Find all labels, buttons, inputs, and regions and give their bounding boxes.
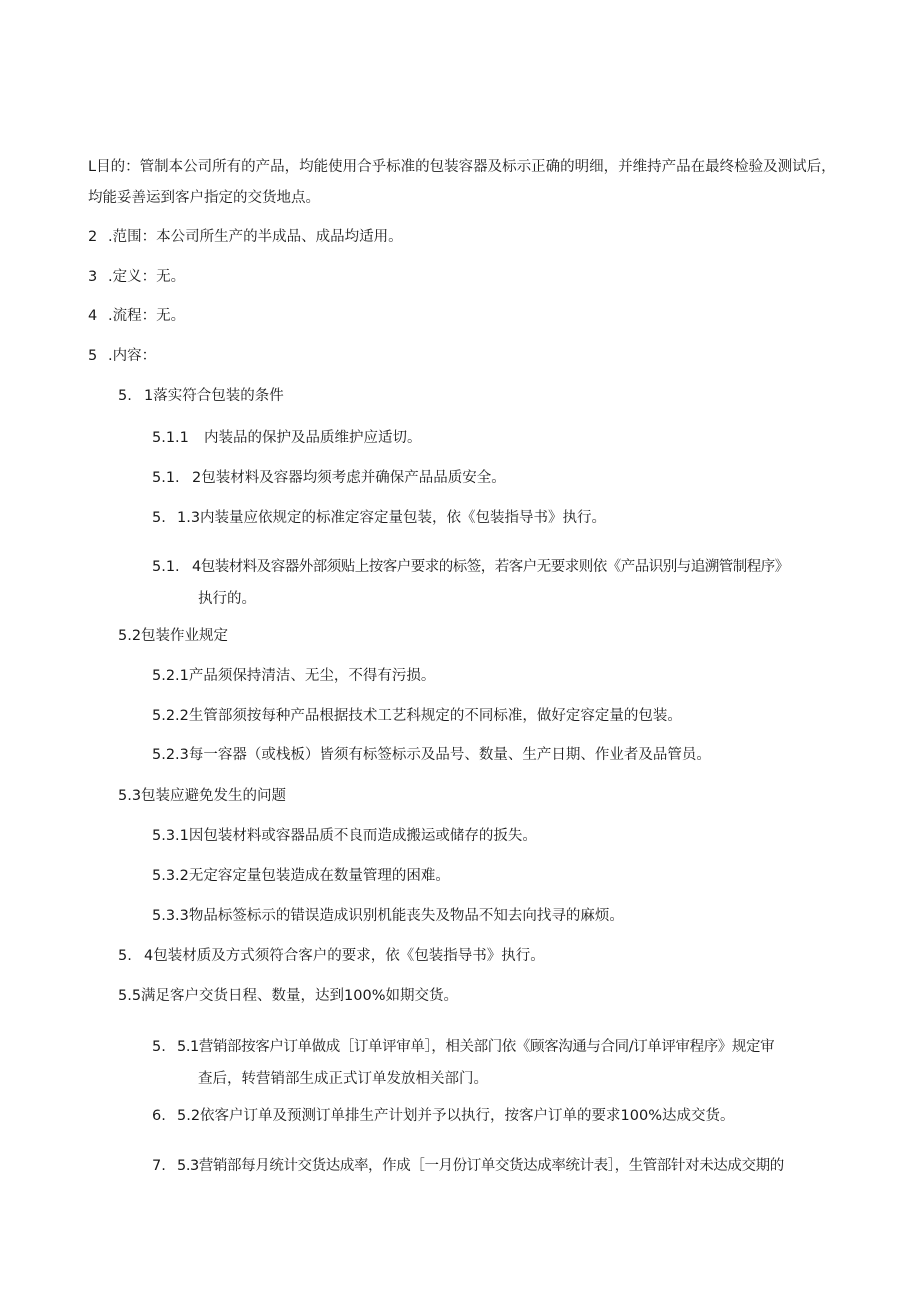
section-text: .流程：无。 [108,308,186,324]
section-purpose [88,152,836,214]
clause-5-3-2 [152,866,450,886]
section-content [88,346,156,366]
subsection-number: 5. [118,388,132,404]
subsection-text: 5.5满足客户交货日程、数量，达到100%如期交货。 [118,988,459,1004]
subsection-heading-5-5 [118,986,458,1006]
clause-text: 执行的。 [198,591,256,607]
section-text: .范围：本公司所生产的半成品、成品均适用。 [108,229,403,245]
subsection-text: 5.3包装应避免发生的问题 [118,788,287,804]
section-text: .定义：无。 [108,269,186,285]
clause-text: 查后，转营销部生成正式订单发放相关部门。 [198,1071,488,1087]
clause-text: 5.3.2无定容定量包装造成在数量管理的困难。 [152,868,450,884]
section-text: .内容： [108,348,157,364]
clause-text: 4包装材料及容器外部须贴上按客户要求的标签，若客户无要求则依《产品识别与追溯管制程序》 [192,559,789,575]
section-number: 5 [88,348,98,364]
section-definition [88,267,185,287]
section-number: 4 [88,308,98,324]
clause-number: 5.1.1 [152,430,189,446]
section-text: 目的：管制本公司所有的产品，均能使用合乎标准的包装容器及标示正确的明细，并维持产品在最终检验及测试后，均能妥善运到客户指定的交货地点。 [88,159,836,206]
clause-number: 7. [152,1158,166,1174]
clause-text: 2包装材料及容器均须考虑并确保产品品质安全。 [192,470,506,486]
clause-5-5-2 [152,1106,735,1126]
clause-5-2-1 [152,666,435,686]
clause-text: 5.1营销部按客户订单做成［订单评审单］，相关部门依《顾客沟通与合同/订单评审程序》规定审 [177,1039,775,1055]
subsection-text: 1落实符合包装的条件 [144,388,284,404]
clause-text: 内装品的保护及品质维护应适切。 [204,430,422,446]
subsection-text: 5.2包装作业规定 [118,628,229,644]
clause-text: 5.2.3每一容器（或栈板）皆须有标签标示及品号、数量、生产日期、作业者及品管员。 [152,747,711,763]
clause-5-5-3 [152,1156,784,1176]
clause-text: 5.3.3物品标签标示的错误造成识别机能丧失及物品不知去向找寻的麻烦。 [152,908,624,924]
clause-5-2-3 [152,745,711,765]
clause-text: 5.2.1产品须保持清洁、无尘，不得有污损。 [152,668,436,684]
section-flow [88,306,185,326]
clause-5-2-2 [152,706,682,726]
subsection-text: 4包装材质及方式须符合客户的要求，依《包装指导书》执行。 [144,948,545,964]
clause-text: 5.2.2生管部须按每种产品根据技术工艺科规定的不同标准，做好定容定量的包装。 [152,708,682,724]
clause-5-5-1-continuation [198,1069,488,1089]
clause-5-1-1 [152,428,422,448]
subsection-heading-5-2 [118,626,228,646]
clause-number: 5. [152,1039,166,1055]
clause-5-1-4 [152,557,789,577]
subsection-heading-5-3 [118,786,286,806]
clause-text: 5.3营销部每月统计交货达成率，作成［一月份订单交货达成率统计表］，生管部针对未达成交期的 [177,1158,784,1174]
clause-number: 6. [152,1108,166,1124]
clause-text: 5.2依客户订单及预测订单排生产计划并予以执行，按客户订单的要求100%达成交货。 [177,1108,735,1124]
clause-5-1-3 [152,508,606,528]
clause-5-1-4-continuation [198,589,256,609]
subsection-heading-5-1 [118,386,284,406]
section-number: 3 [88,269,98,285]
clause-5-3-3 [152,906,624,926]
clause-text: 5.3.1因包装材料或容器品质不良而造成搬运或储存的扳失。 [152,828,537,844]
section-scope [88,227,403,247]
clause-number: 5.1. [152,470,180,486]
section-number: 2 [88,229,98,245]
clause-5-5-1 [152,1037,774,1057]
clause-number: 5.1. [152,559,180,575]
clause-5-3-1 [152,826,537,846]
subsection-5-4 [118,946,545,966]
clause-5-1-2 [152,468,506,488]
clause-number: 5. [152,510,166,526]
subsection-number: 5. [118,948,132,964]
clause-text: 1.3内装量应依规定的标准定容定量包装，依《包装指导书》执行。 [177,510,607,526]
section-number: L [88,159,97,175]
